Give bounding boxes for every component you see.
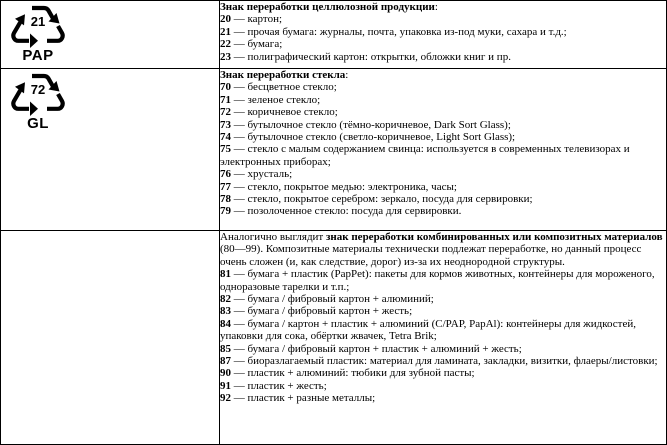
list-item: 21 — прочая бумага: журналы, почта, упаковка из-под муки, сахара и т.д.; (220, 25, 567, 38)
list-item: 23 — полиграфический картон: открытки, обложки книг и пр. (220, 50, 511, 63)
list-item: 71 — зеленое стекло; (220, 93, 321, 106)
description-cell-glass: Знак переработки стекла: 70 — бесцветное стекло; 71 — зеленое стекло; 72 — коричневое стекло; 73 — бутылочное стекло (тёмно-коричневое, Dark Sort Glass); 74 — бутылочное стекло (светло-коричневое, Light Sort Glass); 75 — стекло с малым содержанием свинца: используется в современных телевизорах и электронных приборах; 76 — хрусталь; 77 — стекло, покрытое медью: электроника, часы; 78 — стекло, покрытое серебром: зеркало, посуда для сервировки; 79 — позолоченное стекло: посуда для сервировки. (220, 69, 667, 231)
recycling-triangle-icon (11, 70, 71, 130)
symbol-number: 21 (30, 14, 46, 29)
intro-paragraph: Аналогично выглядит знак переработки комбинированных или композитных материалов (80—99). Композитные материалы технически подлежат переработке, но данный процесс очень сложен (и, как следствие, дорог) из-за их неоднородной структуры. (220, 231, 663, 268)
list-item: 81 — бумага + пластик (PapPet): пакеты для кормов животных, контейнеры для мороженого, одноразовые тарелки и т.п.; (220, 268, 655, 293)
list-item: 79 — позолоченное стекло: посуда для сервировки. (220, 205, 462, 218)
symbol-number: 72 (30, 82, 46, 97)
list-item: 83 — бумага / фибровый картон + жесть; (220, 305, 413, 318)
list-item: 92 — пластик + разные металлы; (220, 392, 376, 405)
list-item: 91 — пластик + жесть; (220, 379, 327, 392)
description-cell-paper: Знак переработки целлюлозной продукции: 20 — картон; 21 — прочая бумага: журналы, почта, упаковка из-под муки, сахара и т.д.; 22 — бумага; 23 — полиграфический картон: открытки, обложки книг и пр. (220, 1, 667, 69)
symbol-code: GL (27, 115, 49, 132)
symbol-cell-paper (1, 1, 220, 69)
symbol-cell-empty (1, 231, 220, 445)
table-row-composite (1, 231, 667, 445)
list-item: 84 — бумага / картон + пластик + алюминий (C/PAP, PapAl): контейнеры для жидкостей, упаковки для сока, обёртки жвачек, Tetra Brik; (220, 317, 636, 343)
list-item: 73 — бутылочное стекло (тёмно-коричневое, Dark Sort Glass); (220, 118, 511, 131)
list-item: 85 — бумага / фибровый картон + пластик + алюминий + жесть; (220, 342, 522, 355)
list-item: 75 — стекло с малым содержанием свинца: используется в современных телевизорах и электронных приборах; (220, 143, 630, 168)
list-item: 20 — картон; (220, 13, 283, 26)
list-item: 78 — стекло, покрытое серебром: зеркало, посуда для сервировки; (220, 193, 533, 206)
list-item: 87 — биоразлагаемый пластик: материал для ламината, закладки, визитки, флаеры/листовки; (220, 355, 658, 368)
table-row-paper (1, 1, 667, 69)
list-item: 22 — бумага; (220, 38, 283, 51)
section-heading: Знак переработки стекла (220, 69, 346, 81)
list-item: 70 — бесцветное стекло; (220, 81, 337, 94)
list-item: 82 — бумага / фибровый картон + алюминий; (220, 293, 434, 306)
description-cell-composite (220, 231, 667, 445)
list-item: 72 — коричневое стекло; (220, 106, 338, 119)
list-item: 74 — бутылочное стекло (светло-коричневое, Light Sort Glass); (220, 131, 516, 144)
list-item: 76 — хрусталь; (220, 168, 293, 181)
recycling-triangle-icon (11, 2, 71, 62)
section-heading: Знак переработки целлюлозной продукции (220, 1, 435, 13)
list-item: 77 — стекло, покрытое медью: электроника, часы; (220, 180, 457, 193)
symbol-cell-glass (1, 69, 220, 231)
list-item: 90 — пластик + алюминий: тюбики для зубной пасты; (220, 367, 475, 380)
symbol-code: PAP (22, 47, 54, 64)
table-row-glass (1, 69, 667, 231)
